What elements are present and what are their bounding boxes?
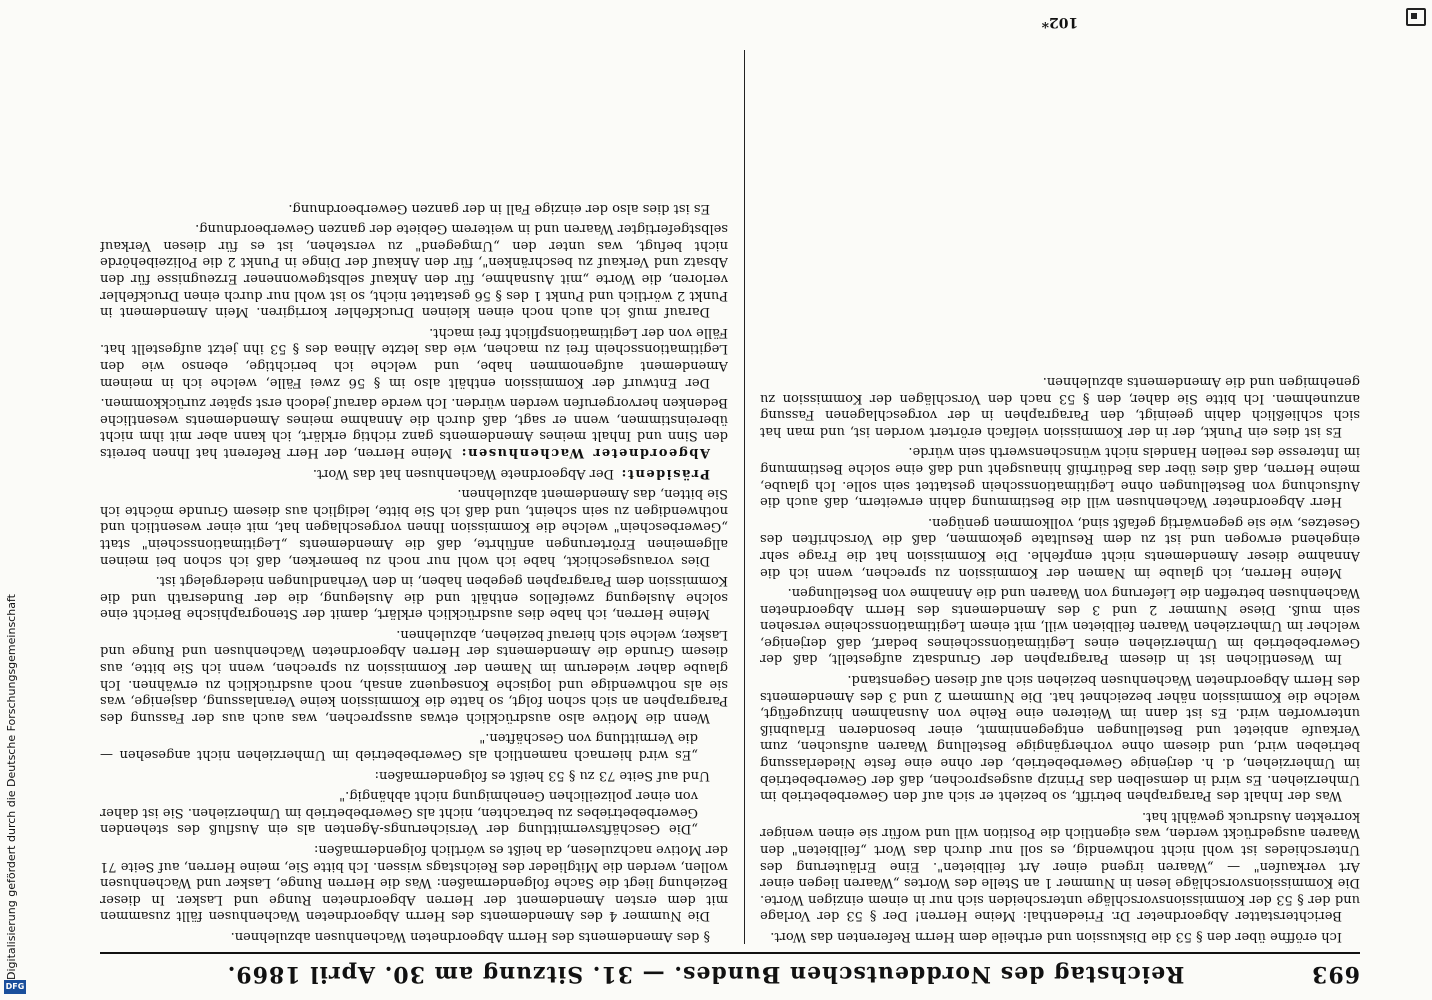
digitization-credit (0, 594, 40, 1000)
credit-text: Digitalisierung gefördert durch die Deutsche Forschungsgemeinschaft (5, 594, 18, 980)
paragraph: Wenn die Motive also ausdrücklich etwas aussprechen, was auch aus der Fassung des Paragraphen an sich schon folgt, so hatte die Kommission keine Veranlassung, dasjenige, was sie als nothwendige und logische Konsequenz ansah, noch ausdrücklich zu erwähnen. Ich glaube daher wiederum im Namen der Kommission zu sprechen, wenn ich Sie bitte, aus diesem Grunde die Amendements der Herren Abgeordneten Wachenhusen und Runge und Lasker, welche sich hierauf beziehen, abzulehnen. (100, 626, 728, 725)
paragraph: Der Entwurf der Kommission enthält also im § 56 zwei Fälle, welche ich in meinem Amendement aufgenommen habe, und welche ich berichtige, ebenso wie den Legitimationsschein frei zu machen, wie das letzte Alinea des § 53 ihn jetzt aufgestellt hat. Fälle von der Legitimationspflicht frei macht. (100, 324, 728, 390)
column-divider (744, 50, 745, 944)
paragraph: § des Amendements des Herrn Abgeordneten Wachenhusen abzulehnen. (230, 929, 710, 944)
quoted-paragraph: „Die Geschäftsvermittlung der Versicherungs-Agenten als ein Ausfluß des stehenden Gewerbebetriebes zu betrachten, nicht als Gewerbebetrieb im Umherziehen. Sie ist daher von einer polizeilichen Genehmigung nicht abhängig." (100, 788, 698, 837)
scan-corner-icon (1406, 8, 1426, 26)
rotated-document-page (50, 0, 1400, 1000)
dfg-logo: DFG (4, 980, 26, 994)
running-header (100, 952, 1360, 994)
right-column (100, 50, 728, 944)
paragraph: Berichterstatter Abgeordneter Dr. Friedenthal: Meine Herren! Der § 53 der Vorlage und der § 53 der Kommissionsvorschläge unterscheiden sich nur in einem einzigen Worte. Die Kommissionsvorschläge lesen in Nummer 1 an Stelle des Wortes „Waaren liegen einer Art verkaufen" — „Waaren irgend einer Art feilbieten". Eine Erläuterung des Unterschiedes ist wohl nicht nothwendig, es soll nur durch das Wort „feilbieten" den Waaren ausgedrückt werden, was eigentlich die Position will und wofür sie einen weniger korrekten Ausdruck gewählt hat. (760, 808, 1360, 924)
page-number: 693 (1311, 961, 1360, 987)
paragraph: Und auf Seite 73 zu § 53 heißt es folgendermaßen: (374, 767, 710, 783)
speaker-name: Präsident: (614, 465, 710, 481)
left-column (760, 50, 1360, 944)
paragraph: Die Nummer 4 des Amendements des Herrn Abgeordneten Wachenhusen fällt zusammen mit dem ersten Amendement der Herren Abgeordneten Runge und Lasker. In dieser Beziehung liegt die Sache folgendermaßen: Was die Herren Runge, Lasker und Wachenhusen wollen, werden die Mitglieder des Reichstags wissen. Ich bitte Sie, meine Herren, auf Seite 71 der Motive nachzulesen, da heißt es wörtlich folgendermaßen: (100, 842, 728, 924)
paragraph: Darauf muß ich auch noch einen kleinen Druckfehler korrigiren. Mein Amendement in Punkt 2 wörtlich und Punkt 1 des § 56 gestattet nicht, so ist wohl nur durch einen Druckfehler verloren, die Worte „mit Ausnahme, für den Ankauf selbstgewonnener Erzeugnisse für den Absatz und Verkauf zu beschränken", für den Ankauf der Dinge in Punkt 2 die Polizeibehörde nicht befugt, was unter den „Umgegend" zu verstehen, ist es für diesen Verkauf selbstgefertigter Waaren und in weiterem Gebiete der ganzen Gewerbeordnung. (100, 221, 728, 320)
quoted-paragraph: „Es wird hiernach namentlich als Gewerbebetrieb im Umherziehen nicht angesehen — die Vermittlung von Geschäften." (100, 730, 698, 763)
speaker-name: Abgeordneter Wachenhusen: (452, 444, 710, 460)
signature-mark: 102* (1041, 14, 1079, 30)
paragraph: Dies vorausgeschickt, habe ich wohl nur noch zu bemerken, daß ich schon bei meinen allgemeinen Erörterungen anführte, daß die Amendements „Legitimationsschein" statt „Gewerbeschein" welche die Kommission Ihnen vorgeschlagen hat, mit einer wesentlich und nothwendigen zu sein scheint, und daß ich Sie bitte, lediglich aus diesem Grunde möchte ich Sie bitten, das Amendement abzulehnen. (100, 486, 728, 568)
paragraph: Es ist dies ein Punkt, der in der Kommission vielfach erörtert worden ist, und man hat sich schließlich dahin geeinigt, den Paragraphen in der vorgeschlagenen Fassung anzunehmen. Ich bitte Sie daher, den § 53 nach den Vorschlägen der Kommission zu genehmigen und die Amendements abzulehnen. (760, 374, 1360, 439)
paragraph: Ich eröffne über den § 53 die Diskussion und ertheile dem Herrn Referenten das Wort. (770, 929, 1342, 944)
paragraph: Meine Herren, ich glaube im Namen der Kommission zu sprechen, wenn ich die Annahme dieser Amendements nicht empfehle. Die Kommission hat die Frage sehr eingehend erwogen und ist zu dem Resultate gekommen, daß die Vorschriften des Gesetzes, wie sie gegenwärtig gefaßt sind, vollkommen genügen. (760, 514, 1360, 580)
paragraph: Was der Inhalt des Paragraphen betrifft, so bezieht er sich auf den Gewerbebetrieb im Umherziehen. Es wird in demselben das Prinzip ausgesprochen, daß der Gewerbebetrieb im Umherziehen, d. h. derjenige Gewerbebetrieb, der ohne eine feste Niederlassung betrieben wird, und diesem ohne vorhergängige Bestellung Waaren aufsuchen, zum Verkaufe anbietet und Bestellungen entgegennimmt, einer besonderen Erlaubniß unterworfen wird. Es ist dann im Weiteren eine Reihe von Ausnahmen hinzugefügt, welche die Kommission näher bezeichnet hat. Die Nummern 2 und 3 des Amendements des Herrn Abgeordneten Wachenhusen beziehen sich auf diesen Gegenstand. (760, 672, 1360, 804)
paragraph: Meine Herren, ich habe dies ausdrücklich erklärt, damit der Stenographische Bericht eine solche Auslegung zweifellos enthält und die Auslegung, die der Bundesrath und die Kommission dem Paragraphen gegeben haben, in den Verhandlungen niedergelegt ist. (100, 573, 728, 622)
paragraph: Es ist dies also der einzige Fall in der ganzen Gewerbeordnung. (288, 200, 710, 216)
speech-text: Der Abgeordnete Wachenhusen hat das Wort. (312, 465, 615, 481)
speaker-paragraph (100, 394, 728, 460)
speech-text: Meine Herren, der Herr Referent hat Ihnen bereits den Sinn und Inhalt meines Amendements ganz richtig erklärt, ich kann aber mit ihm nicht übereinstimmen, wenn er sagt, daß durch die Annahme meines Amendements wesentliche Bedenken hervorgerufen werden würden. Ich werde darauf jedoch erst später zurückkommen. (100, 395, 728, 460)
paragraph: Im Wesentlichen ist in diesem Paragraphen der Grundsatz aufgestellt, daß der Gewerbebetrieb im Umherziehen eines Legitimationsscheines bedarf, daß derjenige, welcher im Umherziehen Waaren feilbieten will, mit einem Legitimationsscheine versehen sein muß. Diese Nummer 2 und 3 des Amendements des Herrn Abgeordneten Wachenhusen betreffen die Lieferung von Waaren und die Annahme von Bestellungen. (760, 585, 1360, 667)
speaker-paragraph (100, 464, 728, 481)
paragraph: Herr Abgeordneter Wachenhusen will die Bestimmung dahin erweitern, daß auch die Aufsuchung von Bestellungen ohne Legitimationsschein gestattet sein solle. Ich glaube, meine Herren, daß dies über das Bedürfniß hinausgeht und daß eine solche Bestimmung im Interesse des reellen Handels nicht wünschenswerth sein würde. (760, 444, 1360, 510)
page-title: Reichstag des Norddeutschen Bundes. — 31. Sitzung am 30. April 1869. (226, 961, 1185, 987)
